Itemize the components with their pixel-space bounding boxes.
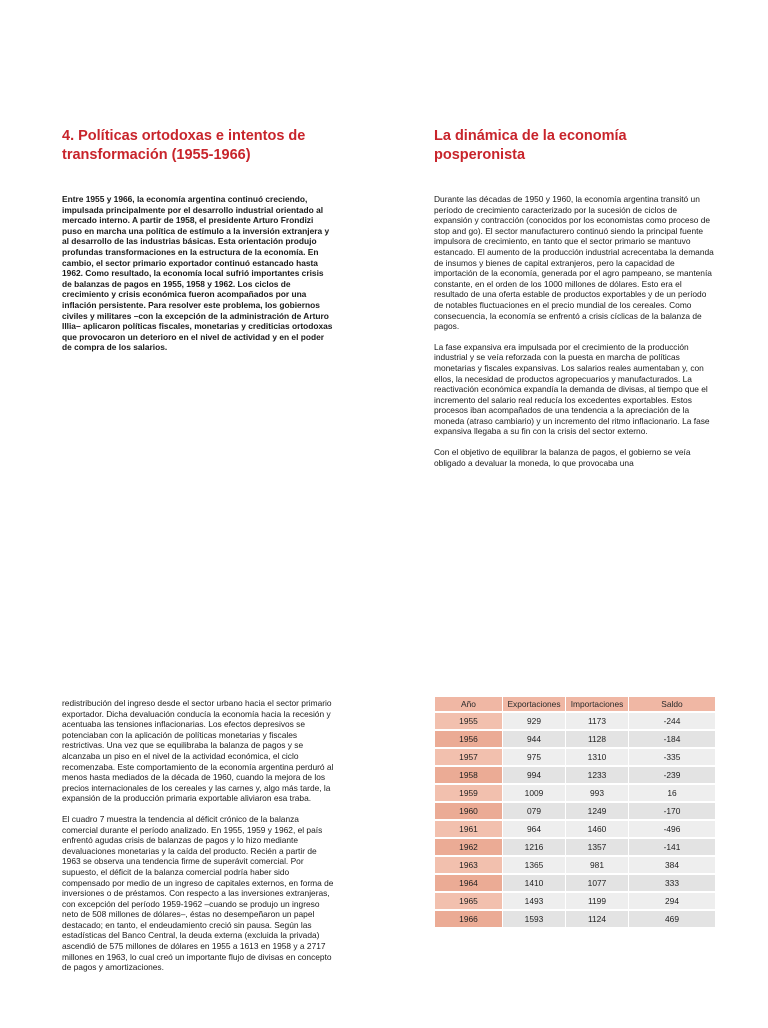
balance-cell: 469 <box>629 911 715 927</box>
exports-cell: 1009 <box>503 785 566 801</box>
section-heading-dinamica-economia: La dinámica de la economía posperonista <box>434 128 627 163</box>
table-row <box>435 875 715 891</box>
imports-cell: 1199 <box>566 893 629 909</box>
exports-cell: 1365 <box>503 857 566 873</box>
balance-cell: -244 <box>629 713 715 729</box>
table-row <box>435 893 715 909</box>
table-row <box>435 821 715 837</box>
year-cell: 1961 <box>435 821 503 837</box>
table-row <box>435 731 715 747</box>
year-cell: 1960 <box>435 803 503 819</box>
lower-left-column-body <box>62 698 337 983</box>
year-cell: 1956 <box>435 731 503 747</box>
exports-cell: 964 <box>503 821 566 837</box>
year-cell: 1955 <box>435 713 503 729</box>
year-cell: 1958 <box>435 767 503 783</box>
trade-balance-table <box>435 695 715 929</box>
imports-cell: 1460 <box>566 821 629 837</box>
imports-cell: 1124 <box>566 911 629 927</box>
exports-cell: 975 <box>503 749 566 765</box>
intro-paragraph-block <box>62 194 334 363</box>
intro-paragraph: Entre 1955 y 1966, la economía argentina continuó creciendo, impulsada principalmente por el desarrollo industrial orientado al mercado interno. A partir de 1958, el presidente Arturo Frondizi puso en marcha una política de estímulo a la inversión extranjera y al desarrollo de las industrias básicas. Esta orientación produjo profundas transformaciones en la estructura de la economía. En cambio, el sector primario exportador continuó estancado hasta 1962. Como resultado, la economía local sufrió importantes crisis de balanzas de pagos en 1955, 1958 y 1962. Los ciclos de crecimiento y crisis económica fueron acompañados por una inflación persistente. Para resolver este problema, los gobiernos civiles y militares –con la excepción de la administración de Arturo Illia– aplicaron políticas fiscales, monetarias y crediticias ortodoxas que provocaron un deterioro en el nivel de actividad y en el poder de compra de los salarios. <box>62 194 333 353</box>
table-header-row <box>435 697 715 711</box>
balance-cell: -184 <box>629 731 715 747</box>
table-body <box>435 713 715 927</box>
imports-cell: 1128 <box>566 731 629 747</box>
right-column-body <box>434 194 714 478</box>
table-row <box>435 839 715 855</box>
table-row <box>435 803 715 819</box>
balance-cell: -141 <box>629 839 715 855</box>
column-header-balance: Saldo <box>629 697 715 711</box>
column-header-exports: Exportaciones <box>503 697 566 711</box>
year-cell: 1962 <box>435 839 503 855</box>
year-cell: 1959 <box>435 785 503 801</box>
exports-cell: 1410 <box>503 875 566 891</box>
balance-cell: 384 <box>629 857 715 873</box>
year-cell: 1964 <box>435 875 503 891</box>
table-row <box>435 785 715 801</box>
body-paragraph: Durante las décadas de 1950 y 1960, la economía argentina transitó un período de crecimiento caracterizado por la sucesión de ciclos de expansión y contracción (conocidos por los economistas como proceso de stop and go). El sector manufacturero continuó siendo la principal fuente impulsora de crecimiento, en tanto que el sector primario se mantuvo estancado. El aumento de la producción industrial acrecentaba la demanda de insumos y bienes de capital extranjeros, pero la capacidad de importación de la economía, generada por el agro pampeano, se mantenía constante, en el orden de los 1000 millones de dólares. Esto era el resultado de una oferta estable de productos exportables y de un período de notables fluctuaciones en el precio mundial de los cereales. Como consecuencia, la economía se enfrentó a crisis cíclicas de la balanza de pagos. <box>434 194 714 332</box>
imports-cell: 1077 <box>566 875 629 891</box>
year-cell: 1963 <box>435 857 503 873</box>
imports-cell: 981 <box>566 857 629 873</box>
balance-cell: -496 <box>629 821 715 837</box>
imports-cell: 1233 <box>566 767 629 783</box>
body-paragraph: El cuadro 7 muestra la tendencia al déficit crónico de la balanza comercial durante el período analizado. En 1955, 1959 y 1962, el país enfrentó agudas crisis de balanzas de pagos y lo hizo mediante devaluaciones monetarias y la caída del producto. Recién a partir de 1963 se observa una tendencia firme de superávit comercial. Por supuesto, el déficit de la balanza comercial podría haber sido compensado por medio de un ingreso de capitales externos, en forma de inversiones o de préstamos. Con respecto a las inversiones extranjeras, con excepción del período 1959-1962 –cuando se produjo un ingreso neto de 508 millones de dólares–, éstas no desempeñaron un papel destacado; en tanto, el endeudamiento creció sin pausa. Según las estadísticas del Banco Central, la deuda externa (excluida la privada) ascendió de 575 millones de dólares en 1955 a 1613 en 1958 y a 2717 millones en 1963, lo cual creó un importante flujo de divisas en concepto de pagos y amortizaciones. <box>62 813 334 973</box>
balance-cell: 294 <box>629 893 715 909</box>
balance-cell: -335 <box>629 749 715 765</box>
imports-cell: 1310 <box>566 749 629 765</box>
exports-cell: 1593 <box>503 911 566 927</box>
year-cell: 1957 <box>435 749 503 765</box>
table-row <box>435 767 715 783</box>
balance-cell: -239 <box>629 767 715 783</box>
body-paragraph: La fase expansiva era impulsada por el crecimiento de la producción industrial y se veía reforzada con la puesta en marcha de políticas monetarias y fiscales expansivas. Los salarios reales aumentaban y, con ellos, la necesidad de productos agropecuarios y manufacturados. La reactivación económica expandía la demanda de divisas, al tiempo que el incremento del salario real reducía los excedentes exportables. Estos procesos iban acompañados de una tendencia a la apreciación de la moneda (atraso cambiario) y un incremento del ritmo inflacionario. La fase expansiva llegaba a su fin con la crisis del sector externo. <box>434 341 710 437</box>
exports-cell: 929 <box>503 713 566 729</box>
imports-cell: 1357 <box>566 839 629 855</box>
balance-cell: -170 <box>629 803 715 819</box>
exports-cell: 1216 <box>503 839 566 855</box>
exports-cell: 994 <box>503 767 566 783</box>
column-header-imports: Importaciones <box>566 697 629 711</box>
imports-cell: 1173 <box>566 713 629 729</box>
column-header-year: Año <box>435 697 503 711</box>
table-row <box>435 857 715 873</box>
imports-cell: 993 <box>566 785 629 801</box>
cut-off-footer-line <box>62 1016 342 1028</box>
year-cell: 1966 <box>435 911 503 927</box>
table-row <box>435 713 715 729</box>
balance-cell: 16 <box>629 785 715 801</box>
body-paragraph: redistribución del ingreso desde el sector urbano hacia el sector primario exportador. Dicha devaluación conducía la economía hacia la recesión y acentuaba las tensiones inflacionarias. Los efectos depresivos se potenciaban con la aplicación de políticas monetarias y fiscales restrictivas. Una vez que se equilibraba la balanza de pagos y se alcanzaba un piso en el nivel de la actividad económica, el ciclo recomenzaba. Este comportamiento de la economía argentina perduró al menos hasta mediados de la década de 1960, cuando la mejora de los precios internacionales de los cereales y las carnes y, algo más tarde, la expansión de la producción primaria exportable aliviaron esa traba. <box>62 698 334 804</box>
imports-cell: 1249 <box>566 803 629 819</box>
table-row <box>435 911 715 927</box>
exports-cell: 1493 <box>503 893 566 909</box>
exports-cell: 079 <box>503 803 566 819</box>
body-paragraph: Con el objetivo de equilibrar la balanza de pagos, el gobierno se veía obligado a devaluar la moneda, lo que provocaba una <box>434 447 691 468</box>
exports-cell: 944 <box>503 731 566 747</box>
year-cell: 1965 <box>435 893 503 909</box>
balance-cell: 333 <box>629 875 715 891</box>
section-heading-politicas-ortodoxas: 4. Políticas ortodoxas e intentos de transformación (1955-1966) <box>62 128 306 163</box>
table-row <box>435 749 715 765</box>
